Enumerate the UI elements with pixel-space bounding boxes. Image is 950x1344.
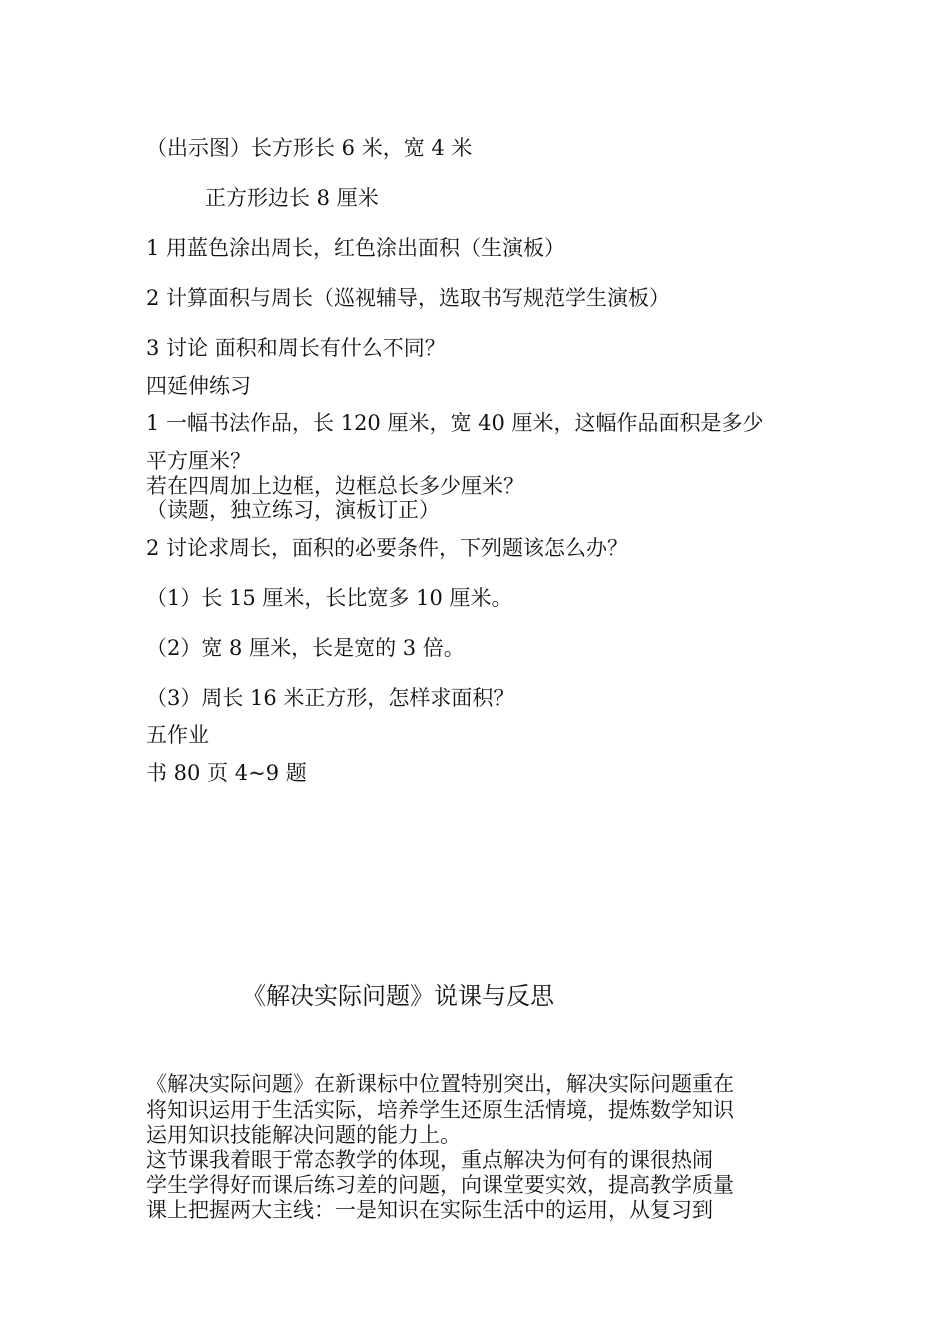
reflection-paragraph-2-line-2: 学生学得好而课后练习差的问题，向课堂要实效，提高教学质量 bbox=[146, 1173, 734, 1197]
homework-text: 书 80 页 4~9 题 bbox=[146, 761, 307, 785]
lesson-step-3: 3 讨论 面积和周长有什么不同？ bbox=[146, 336, 446, 360]
exercise-1-line-2: 平方厘米？ bbox=[146, 449, 251, 473]
reflection-paragraph-2-line-1: 这节课我着眼于常态教学的体现，重点解决为何有的课很热闹 bbox=[146, 1148, 713, 1172]
exercise-1-line-3: 若在四周加上边框，边框总长多少厘米？ bbox=[146, 474, 524, 498]
lesson-step-1: 1 用蓝色涂出周长，红色涂出面积（生演板） bbox=[146, 236, 566, 260]
exercise-2-item-3: （3）周长 16 米正方形，怎样求面积？ bbox=[146, 686, 515, 710]
reflection-title: 《解决实际问题》说课与反思 bbox=[242, 982, 554, 1010]
section-heading-homework: 五作业 bbox=[146, 723, 209, 747]
reflection-paragraph-1-line-2: 将知识运用于生活实际，培养学生还原生活情境，提炼数学知识 bbox=[146, 1098, 734, 1122]
lesson-line-square: 正方形边长 8 厘米 bbox=[205, 186, 379, 210]
exercise-2-item-2: （2）宽 8 厘米，长是宽的 3 倍。 bbox=[146, 636, 465, 660]
exercise-2-prompt: 2 讨论求周长，面积的必要条件，下列题该怎么办？ bbox=[146, 536, 629, 560]
exercise-1-line-4: （读题，独立练习，演板订正） bbox=[146, 498, 440, 522]
lesson-step-2: 2 计算面积与周长（巡视辅导，选取书写规范学生演板） bbox=[146, 286, 671, 310]
exercise-1-line-1: 1 一幅书法作品，长 120 厘米，宽 40 厘米，这幅作品面积是多少 bbox=[146, 411, 764, 435]
reflection-paragraph-2-line-3: 课上把握两大主线：一是知识在实际生活中的运用，从复习到 bbox=[146, 1198, 713, 1222]
exercise-2-item-1: （1）长 15 厘米，长比宽多 10 厘米。 bbox=[146, 586, 513, 610]
lesson-line-figure: （出示图）长方形长 6 米，宽 4 米 bbox=[146, 136, 473, 160]
section-heading-extension: 四延伸练习 bbox=[146, 374, 251, 398]
reflection-paragraph-1-line-3: 运用知识技能解决问题的能力上。 bbox=[146, 1123, 461, 1147]
reflection-paragraph-1-line-1: 《解决实际问题》在新课标中位置特别突出，解决实际问题重在 bbox=[146, 1072, 734, 1096]
